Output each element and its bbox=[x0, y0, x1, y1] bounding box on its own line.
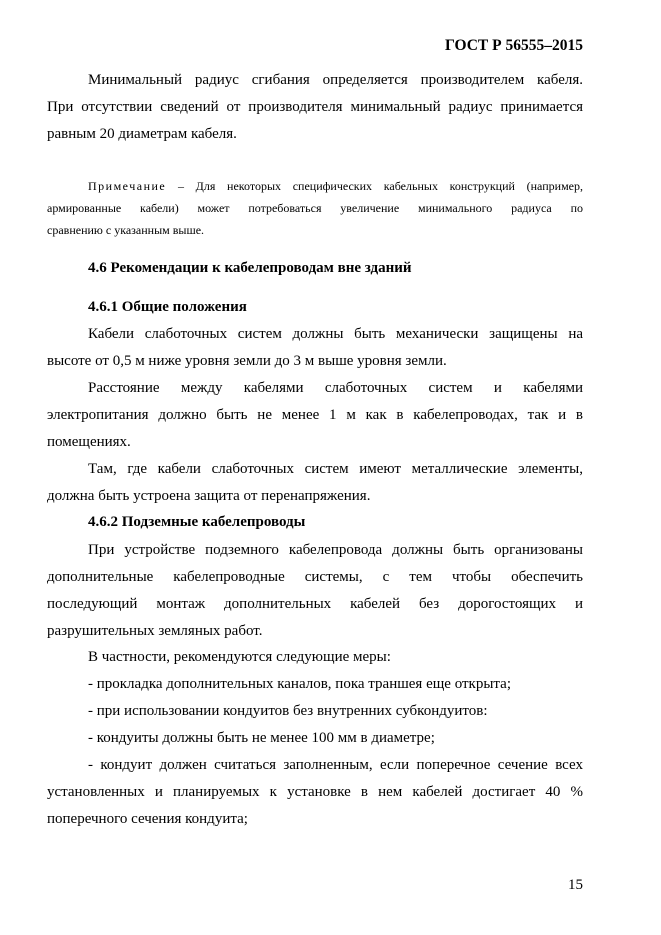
text-line: помещениях. bbox=[47, 434, 131, 450]
text-line: установленных и планируемых к установке в нем кабелей достигает 40 % bbox=[47, 784, 583, 800]
text-line: должна быть устроена защита от перенапряжения. bbox=[47, 488, 371, 504]
text-line: В частности, рекомендуются следующие меры: bbox=[88, 649, 391, 665]
text-line: электропитания должно быть не менее 1 м как в кабелепроводах, так и в bbox=[47, 407, 583, 423]
text-line: Там, где кабели слаботочных систем имеют металлические элементы, bbox=[88, 461, 583, 477]
text-line: Минимальный радиус сгибания определяется производителем кабеля. bbox=[88, 72, 583, 88]
paragraph bbox=[47, 671, 583, 698]
section-heading bbox=[47, 255, 583, 282]
paragraph bbox=[47, 321, 583, 375]
text-line: высоте от 0,5 м ниже уровня земли до 3 м выше уровня земли. bbox=[47, 353, 447, 369]
page-number: 15 bbox=[568, 877, 583, 893]
note-label: Примечание bbox=[88, 179, 167, 193]
text-line: - кондуиты должны быть не менее 100 мм в диаметре; bbox=[88, 730, 435, 746]
paragraph bbox=[47, 698, 583, 725]
document-id-header: ГОСТ Р 56555–2015 bbox=[445, 37, 583, 54]
text-line: поперечного сечения кондуита; bbox=[47, 811, 248, 827]
paragraph bbox=[47, 456, 583, 510]
text-line: армированные кабели) может потребоваться увеличение минимального радиуса по bbox=[47, 201, 583, 215]
text-line: сравнению с указанным выше. bbox=[47, 223, 205, 237]
text-line: - прокладка дополнительных каналов, пока траншея еще открыта; bbox=[88, 676, 511, 692]
paragraph bbox=[47, 375, 583, 456]
text-line: 4.6.2 Подземные кабелепроводы bbox=[88, 514, 306, 530]
text-line bbox=[47, 175, 583, 197]
text-line: - кондуит должен считаться заполненным, если поперечное сечение всех bbox=[88, 757, 583, 773]
note-paragraph bbox=[47, 175, 583, 241]
paragraph bbox=[47, 725, 583, 752]
text-line: равным 20 диаметрам кабеля. bbox=[47, 126, 237, 142]
text-line: 4.6 Рекомендации к кабелепроводам вне зданий bbox=[88, 260, 412, 276]
paragraph bbox=[47, 752, 583, 833]
text-line: последующий монтаж дополнительных кабелей без дорогостоящих и bbox=[47, 596, 583, 612]
text-line: дополнительные кабелепроводные системы, с тем чтобы обеспечить bbox=[47, 569, 583, 585]
paragraph bbox=[47, 537, 583, 645]
text-line: 4.6.1 Общие положения bbox=[88, 299, 247, 315]
paragraph bbox=[47, 644, 583, 671]
section-heading bbox=[47, 294, 583, 321]
text-line: Кабели слаботочных систем должны быть механически защищены на bbox=[88, 326, 583, 342]
paragraph bbox=[47, 67, 583, 148]
note-text: – Для некоторых специфических кабельных конструкций (например, bbox=[177, 179, 583, 193]
text-line: - при использовании кондуитов без внутренних субкондуитов: bbox=[88, 703, 488, 719]
text-line: разрушительных земляных работ. bbox=[47, 623, 263, 639]
text-line: Расстояние между кабелями слаботочных систем и кабелями bbox=[88, 380, 583, 396]
text-line: При отсутствии сведений от производителя минимальный радиус принимается bbox=[47, 99, 583, 115]
section-heading bbox=[47, 509, 583, 536]
text-line: При устройстве подземного кабелепровода должны быть организованы bbox=[88, 542, 583, 558]
